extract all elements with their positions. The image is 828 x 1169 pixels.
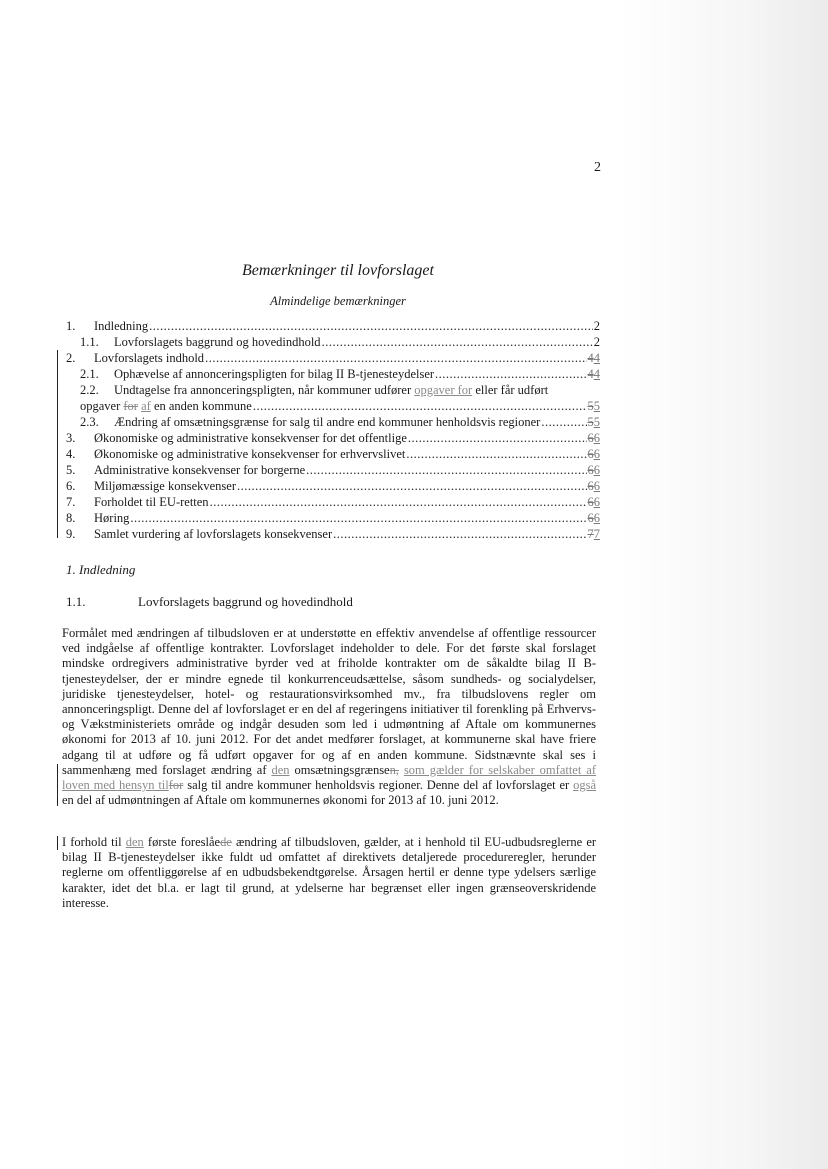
toc-page-deleted: 4: [587, 367, 594, 381]
toc-number: 9.: [66, 527, 76, 541]
toc-leader: [408, 430, 587, 446]
scan-shadow: [618, 0, 828, 1169]
toc-text: Miljømæssige konsekvenser: [94, 479, 237, 493]
toc-page: [588, 494, 601, 510]
toc-entry[interactable]: [66, 526, 600, 542]
document-title: Bemærkninger til lovforslaget: [242, 262, 434, 279]
toc-number: 1.: [66, 319, 76, 333]
toc-page-inserted: 4: [593, 351, 600, 365]
toc-leader: [237, 478, 586, 494]
toc-page-deleted: 5: [587, 415, 594, 429]
toc-page: [588, 366, 601, 382]
toc-text-part: en anden kommune: [153, 399, 252, 413]
tracked-deletion: de: [220, 835, 232, 849]
paragraph-text: omsætningsgrænse: [294, 762, 390, 777]
tracked-insertion: af: [141, 399, 151, 413]
toc-page-inserted: 4: [593, 367, 600, 381]
body-paragraph: [62, 835, 596, 911]
toc-entry[interactable]: [66, 494, 600, 510]
toc-page: 2: [593, 319, 600, 333]
toc-leader: [205, 350, 586, 366]
toc-leader: [333, 526, 586, 542]
toc-page: [588, 414, 601, 430]
toc-page: [588, 526, 601, 542]
toc-leader: [306, 462, 586, 478]
document-subtitle: Almindelige bemærkninger: [270, 294, 406, 308]
toc-leader: [406, 446, 586, 462]
toc-page-inserted: 6: [593, 495, 600, 509]
toc-leader: [435, 366, 586, 382]
toc-text: Lovforslagets baggrund og hovedindhold: [114, 335, 321, 349]
paragraph-text: første foreslåe: [147, 835, 221, 849]
toc-text: Økonomiske og administrative konsekvenser for erhvervslivet: [94, 447, 406, 461]
toc-number: 6.: [66, 479, 76, 493]
toc-entry-continuation[interactable]: [66, 398, 600, 414]
toc-page-inserted: 6: [593, 479, 600, 493]
toc-page: [588, 462, 601, 478]
toc-page-deleted: 6: [587, 495, 594, 509]
toc-entry[interactable]: [66, 318, 600, 334]
toc-text: Administrative konsekvenser for borgerne: [94, 463, 306, 477]
toc-page: 2: [593, 335, 600, 349]
toc-text: Ændring af omsætningsgrænse for salg til andre end kommuner henholdsvis regioner: [114, 415, 541, 429]
body-paragraph: [62, 626, 596, 808]
toc-leader: [149, 318, 593, 334]
tracked-insertion: den: [125, 835, 144, 849]
toc-text: Lovforslagets indhold: [94, 351, 205, 365]
toc-page-inserted: 6: [593, 431, 600, 445]
toc-page-deleted: 5: [587, 399, 594, 413]
page-number: 2: [594, 160, 601, 175]
toc-text-part: eller får udført: [475, 383, 549, 397]
toc-page-deleted: 6: [587, 511, 594, 525]
toc-leader: [253, 398, 587, 414]
subsection-title: Lovforslagets baggrund og hovedindhold: [138, 594, 353, 609]
paragraph-text: ændring af tilbudsloven, gælder, at i henhold til EU-udbudsreglerne er bilag II B-tjenesteydelser ikke fuldt ud omfattet af direktivets detaljerede procedureregler, herunder reglerne om offentliggørelse af en udbudsbekendtgørelse. Årsagen hertil er denne type ydelsers særlige karakter, idet det bl.a. er lagt til grund, at ydelserne har begrænset eller ingen grænseoverskridende interesse.: [62, 835, 597, 910]
toc-text-part: Undtagelse fra annonceringspligten, når kommuner udfører: [114, 383, 412, 397]
toc-page-deleted: 6: [587, 463, 594, 477]
toc-page: [588, 398, 601, 414]
toc-entry[interactable]: [66, 382, 600, 398]
paragraph-text: Formålet med ændringen af tilbudsloven er at understøtte en effektiv anvendelse af offentlige ressourcer ved indgåelse af offentlige kontrakter. Lovforslaget indeholder to dele. For det første skal forslaget mindske ordregivers administrative byrder ved at friholde kontrakter om de såkaldte bilag II B-tjenesteydelser, der er mindre egnede til konkurrenceudsættelse, såsom sundheds- og socialydelser, juridiske tjenesteydelser, hotel- og restaurationsvirksomhed mv., fra tilbudslovens regler om annonceringspligt. Denne del af lovforslaget er en del af regeringens initiativer til forenkling på Erhvervs- og Vækstministeriets område og indgår desuden som led i udmøntning af Aftale om kommunernes økonomi for 2013 af 10. juni 2012. For det andet medfører forslaget, at kommunerne skal have friere adgang til at udføre og få udført opgaver for og af en anden kommune. Sidstnævnte skal ses i sammenhæng med forslaget ændring af: [62, 626, 596, 777]
toc-number: 2.3.: [80, 415, 99, 429]
section-heading: 1. Indledning: [66, 562, 136, 577]
toc-number: 2.: [66, 351, 76, 365]
toc-entry[interactable]: [66, 350, 600, 366]
toc-page-inserted: 5: [593, 415, 600, 429]
toc-page-inserted: 7: [593, 527, 600, 541]
toc-entry[interactable]: [66, 510, 600, 526]
toc-leader: [130, 510, 586, 526]
toc-page: [588, 446, 601, 462]
toc-page: [588, 478, 601, 494]
toc-text: Indledning: [94, 319, 149, 333]
toc-entry[interactable]: [66, 334, 600, 350]
toc-page: [588, 350, 601, 366]
toc-entry[interactable]: [66, 366, 600, 382]
tracked-deletion: for: [123, 399, 138, 413]
toc-number: 1.1.: [80, 335, 99, 349]
toc-page-deleted: 4: [587, 351, 594, 365]
toc-page-deleted: 6: [587, 447, 594, 461]
toc-number: 2.1.: [80, 367, 99, 381]
change-bar: [57, 836, 58, 850]
toc-page-inserted: 6: [593, 511, 600, 525]
change-bar: [57, 350, 58, 538]
toc-number: 7.: [66, 495, 76, 509]
tracked-insertion: også: [573, 778, 597, 793]
tracked-insertion: opgaver for: [414, 383, 473, 397]
toc-page: [588, 510, 601, 526]
subsection-heading: [66, 594, 353, 610]
paragraph-text: I forhold til: [62, 835, 122, 849]
paragraph-text: en del af udmøntningen af Aftale om kommunernes økonomi for 2013 af 10. juni 2012.: [62, 793, 499, 808]
tracked-insertion: som gælder for selskaber omfattet af loven med hensyn til: [62, 762, 596, 793]
paragraph-text: salg til andre kommuner henholdsvis regioner. Denne del af lovforslaget er: [187, 778, 570, 793]
tracked-deletion: n,: [389, 762, 399, 777]
toc-text-part: opgaver: [80, 399, 121, 413]
toc-number: 2.2.: [80, 383, 99, 397]
toc-number: 4.: [66, 447, 76, 461]
toc-number: 5.: [66, 463, 76, 477]
toc-entry[interactable]: [66, 414, 600, 430]
tracked-deletion: for: [168, 778, 184, 793]
table-of-contents: [66, 318, 600, 542]
toc-number: 8.: [66, 511, 76, 525]
toc-page-inserted: 6: [593, 447, 600, 461]
toc-entry[interactable]: [66, 478, 600, 494]
toc-text: [114, 382, 548, 398]
subsection-number: 1.1.: [66, 594, 86, 609]
toc-page-deleted: 7: [587, 527, 594, 541]
toc-leader: [322, 334, 593, 350]
toc-entry[interactable]: [66, 462, 600, 478]
toc-page-deleted: 6: [587, 431, 594, 445]
toc-leader: [210, 494, 587, 510]
toc-text: [80, 398, 252, 414]
toc-text: Ophævelse af annonceringspligten for bilag II B-tjenesteydelser: [114, 367, 435, 381]
toc-text: Økonomiske og administrative konsekvenser for det offentlige: [94, 431, 407, 445]
toc-number: 3.: [66, 431, 76, 445]
toc-text: Forholdet til EU-retten: [94, 495, 209, 509]
toc-page-inserted: 5: [593, 399, 600, 413]
toc-page-deleted: 6: [587, 479, 594, 493]
toc-entry[interactable]: [66, 430, 600, 446]
toc-entry[interactable]: [66, 446, 600, 462]
toc-page: [588, 430, 601, 446]
toc-leader: [541, 414, 586, 430]
change-bar: [57, 764, 58, 806]
tracked-insertion: den: [271, 762, 290, 777]
toc-page-inserted: 6: [593, 463, 600, 477]
toc-text: Høring: [94, 511, 130, 525]
toc-text: Samlet vurdering af lovforslagets konsekvenser: [94, 527, 333, 541]
